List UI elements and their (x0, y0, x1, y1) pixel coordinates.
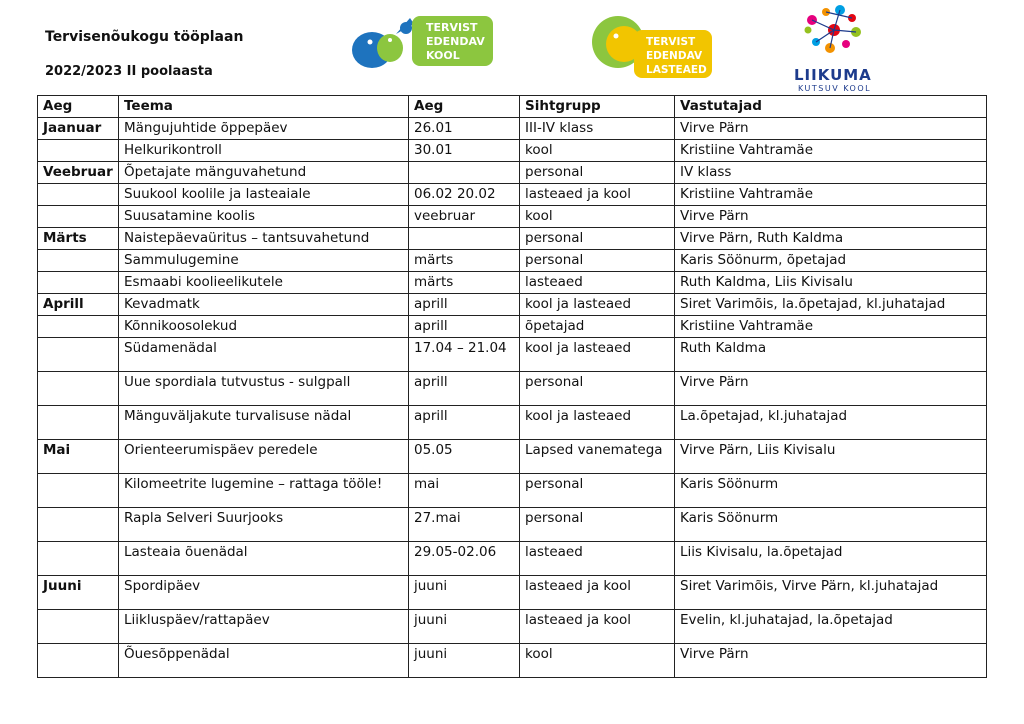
cell-month: Veebruar (38, 162, 119, 184)
cell-teema: Õpetajate mänguvahetund (119, 162, 409, 184)
cell-sihtgrupp: lasteaed ja kool (520, 610, 675, 644)
cell-aeg: aprill (409, 294, 520, 316)
table-row (38, 250, 987, 272)
cell-vastutajad: Liis Kivisalu, la.õpetajad (675, 542, 987, 576)
cell-aeg: 27.mai (409, 508, 520, 542)
table-row (38, 228, 987, 250)
cell-month (38, 406, 119, 440)
cell-vastutajad: Karis Söönurm (675, 474, 987, 508)
cell-aeg: mai (409, 474, 520, 508)
logo-kool-line1: TERVIST (426, 21, 478, 34)
header-teema: Teema (119, 96, 409, 118)
cell-aeg: veebruar (409, 206, 520, 228)
cell-vastutajad: Ruth Kaldma (675, 338, 987, 372)
cell-aeg (409, 162, 520, 184)
plan-table (37, 95, 987, 678)
table-row (38, 610, 987, 644)
cell-sihtgrupp: personal (520, 250, 675, 272)
cell-vastutajad: Kristiine Vahtramäe (675, 316, 987, 338)
table-row (38, 140, 987, 162)
cell-vastutajad: Virve Pärn (675, 644, 987, 678)
cell-teema: Kõnnikoosolekud (119, 316, 409, 338)
table-row (38, 372, 987, 406)
cell-teema: Kilomeetrite lugemine – rattaga tööle! (119, 474, 409, 508)
cell-sihtgrupp: kool ja lasteaed (520, 338, 675, 372)
cell-month (38, 184, 119, 206)
header-aeg-month: Aeg (38, 96, 119, 118)
cell-month (38, 272, 119, 294)
tervist-edendav-lasteaed-logo (590, 10, 715, 80)
page-subtitle: 2022/2023 II poolaasta (45, 64, 213, 79)
cell-teema: Mängujuhtide õppepäev (119, 118, 409, 140)
cell-month (38, 206, 119, 228)
cell-month (38, 508, 119, 542)
cell-teema: Sammulugemine (119, 250, 409, 272)
cell-aeg: aprill (409, 316, 520, 338)
cell-teema: Suusatamine koolis (119, 206, 409, 228)
cell-aeg: märts (409, 250, 520, 272)
cell-month (38, 140, 119, 162)
cell-month: Jaanuar (38, 118, 119, 140)
cell-vastutajad: Virve Pärn (675, 372, 987, 406)
cell-aeg: aprill (409, 372, 520, 406)
cell-teema: Spordipäev (119, 576, 409, 610)
cell-sihtgrupp: personal (520, 162, 675, 184)
cell-month (38, 610, 119, 644)
cell-month: Mai (38, 440, 119, 474)
cell-vastutajad: Virve Pärn, Ruth Kaldma (675, 228, 987, 250)
cell-month (38, 474, 119, 508)
table-row (38, 440, 987, 474)
table-row (38, 118, 987, 140)
cell-sihtgrupp: kool ja lasteaed (520, 294, 675, 316)
page-title: Tervisenõukogu tööplaan (45, 29, 244, 45)
tervist-edendav-kool-logo (350, 12, 495, 74)
cell-aeg: märts (409, 272, 520, 294)
cell-month (38, 250, 119, 272)
table-row (38, 206, 987, 228)
cell-aeg: aprill (409, 406, 520, 440)
cell-sihtgrupp: õpetajad (520, 316, 675, 338)
cell-sihtgrupp: lasteaed ja kool (520, 184, 675, 206)
cell-sihtgrupp: personal (520, 228, 675, 250)
cell-teema: Lasteaia õuenädal (119, 542, 409, 576)
cell-vastutajad: IV klass (675, 162, 987, 184)
table-row (38, 272, 987, 294)
cell-aeg: juuni (409, 576, 520, 610)
cell-sihtgrupp: III-IV klass (520, 118, 675, 140)
cell-month: Juuni (38, 576, 119, 610)
table-row (38, 542, 987, 576)
logo-lasteaed-line2: EDENDAV (646, 50, 703, 62)
logo-kool-line3: KOOL (426, 49, 460, 62)
cell-teema: Kevadmatk (119, 294, 409, 316)
cell-teema: Suukool koolile ja lasteaiale (119, 184, 409, 206)
cell-aeg: juuni (409, 644, 520, 678)
cell-aeg: 30.01 (409, 140, 520, 162)
logo-liikuma-line1: LIIKUMA (794, 66, 872, 84)
cell-sihtgrupp: personal (520, 474, 675, 508)
cell-vastutajad: Siret Varimõis, la.õpetajad, kl.juhatajad (675, 294, 987, 316)
cell-aeg: 17.04 – 21.04 (409, 338, 520, 372)
cell-sihtgrupp: Lapsed vanematega (520, 440, 675, 474)
cell-vastutajad: Virve Pärn, Liis Kivisalu (675, 440, 987, 474)
cell-sihtgrupp: lasteaed ja kool (520, 576, 675, 610)
cell-vastutajad: Virve Pärn (675, 206, 987, 228)
cell-sihtgrupp: kool ja lasteaed (520, 406, 675, 440)
header-vastutajad: Vastutajad (675, 96, 987, 118)
cell-aeg: juuni (409, 610, 520, 644)
logo-lasteaed-line1: TERVIST (646, 36, 696, 48)
cell-sihtgrupp: lasteaed (520, 542, 675, 576)
cell-sihtgrupp: lasteaed (520, 272, 675, 294)
cell-month: Aprill (38, 294, 119, 316)
table-row (38, 508, 987, 542)
cell-vastutajad: Evelin, kl.juhatajad, la.õpetajad (675, 610, 987, 644)
cell-vastutajad: Siret Varimõis, Virve Pärn, kl.juhatajad (675, 576, 987, 610)
cell-month (38, 316, 119, 338)
cell-vastutajad: Karis Söönurm (675, 508, 987, 542)
cell-month (38, 542, 119, 576)
cell-teema: Mänguväljakute turvalisuse nädal (119, 406, 409, 440)
table-row (38, 576, 987, 610)
cell-sihtgrupp: personal (520, 372, 675, 406)
cell-month: Märts (38, 228, 119, 250)
cell-sihtgrupp: kool (520, 206, 675, 228)
cell-teema: Naistepäevaüritus – tantsuvahetund (119, 228, 409, 250)
cell-vastutajad: Kristiine Vahtramäe (675, 140, 987, 162)
table-row (38, 644, 987, 678)
table-row (38, 316, 987, 338)
cell-month (38, 372, 119, 406)
table-row (38, 294, 987, 316)
header-sihtgrupp: Sihtgrupp (520, 96, 675, 118)
cell-sihtgrupp: kool (520, 140, 675, 162)
cell-vastutajad: Karis Söönurm, õpetajad (675, 250, 987, 272)
cell-aeg: 26.01 (409, 118, 520, 140)
logo-kool-line2: EDENDAV (426, 35, 485, 48)
cell-month (38, 644, 119, 678)
table-row (38, 184, 987, 206)
cell-teema: Uue spordiala tutvustus - sulgpall (119, 372, 409, 406)
table-header-row (38, 96, 987, 118)
cell-vastutajad: La.õpetajad, kl.juhatajad (675, 406, 987, 440)
cell-sihtgrupp: personal (520, 508, 675, 542)
cell-vastutajad: Virve Pärn (675, 118, 987, 140)
table-row (38, 406, 987, 440)
cell-teema: Õuesõppenädal (119, 644, 409, 678)
header-aeg: Aeg (409, 96, 520, 118)
cell-aeg: 05.05 (409, 440, 520, 474)
table-row (38, 338, 987, 372)
cell-aeg: 29.05-02.06 (409, 542, 520, 576)
cell-teema: Südamenädal (119, 338, 409, 372)
cell-aeg: 06.02 20.02 (409, 184, 520, 206)
cell-sihtgrupp: kool (520, 644, 675, 678)
cell-vastutajad: Kristiine Vahtramäe (675, 184, 987, 206)
cell-teema: Esmaabi koolieelikutele (119, 272, 409, 294)
logo-lasteaed-line3: LASTEAED (646, 64, 707, 76)
cell-teema: Orienteerumispäev peredele (119, 440, 409, 474)
cell-month (38, 338, 119, 372)
liikuma-kutsuv-kool-logo (790, 2, 885, 94)
cell-teema: Helkurikontroll (119, 140, 409, 162)
logo-liikuma-line2: KUTSUV KOOL (798, 84, 872, 93)
table-row (38, 474, 987, 508)
cell-teema: Liikluspäev/rattapäev (119, 610, 409, 644)
cell-aeg (409, 228, 520, 250)
table-row (38, 162, 987, 184)
cell-vastutajad: Ruth Kaldma, Liis Kivisalu (675, 272, 987, 294)
cell-teema: Rapla Selveri Suurjooks (119, 508, 409, 542)
